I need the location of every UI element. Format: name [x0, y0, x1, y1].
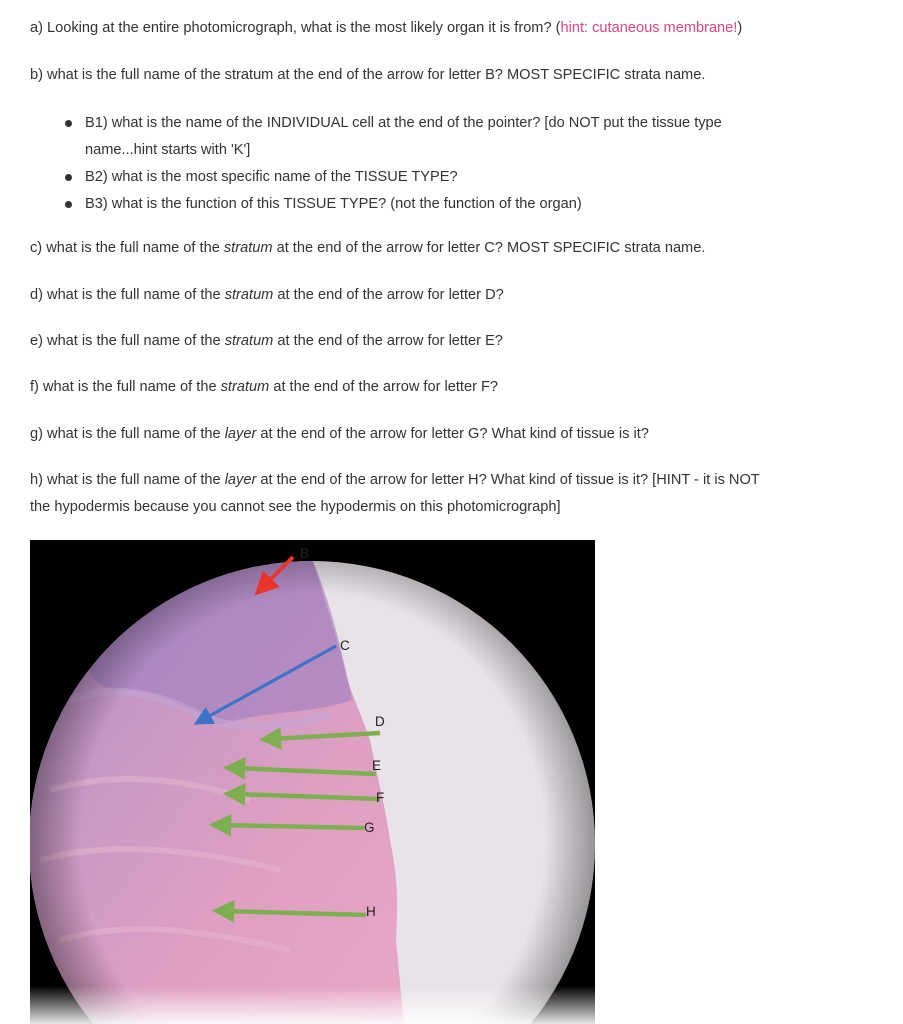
question-b1: B1) what is the name of the INDIVIDUAL cell at the end of the pointer? [do NOT put the tissue type	[56, 110, 722, 137]
label-e: E	[372, 758, 382, 773]
question-c: c) what is the full name of the stratum at the end of the arrow for letter C? MOST SPECIFIC strata name.	[30, 240, 706, 256]
question-a-hint: hint: cutaneous membrane!	[560, 20, 738, 36]
question-b-sublist	[56, 110, 722, 218]
label-d: D	[375, 714, 385, 729]
photomicrograph	[30, 540, 595, 1024]
question-b: b) what is the full name of the stratum at the end of the arrow for letter B? MOST SPECIFIC strata name.	[30, 67, 706, 83]
question-b3: B3) what is the function of this TISSUE TYPE? (not the function of the organ)	[56, 191, 722, 218]
label-c: C	[340, 638, 350, 653]
question-e: e) what is the full name of the stratum at the end of the arrow for letter E?	[30, 333, 503, 349]
arrow-g	[220, 825, 364, 828]
label-h: H	[366, 904, 376, 919]
question-b2: B2) what is the most specific name of the TISSUE TYPE?	[56, 164, 722, 191]
question-f: f) what is the full name of the stratum at the end of the arrow for letter F?	[30, 379, 499, 395]
question-g: g) what is the full name of the layer at the end of the arrow for letter G? What kind of tissue is it?	[30, 426, 649, 442]
label-f: F	[376, 790, 385, 805]
question-h-continued: the hypodermis because you cannot see the hypodermis on this photomicrograph]	[30, 499, 561, 515]
question-d: d) what is the full name of the stratum at the end of the arrow for letter D?	[30, 287, 504, 303]
label-g: G	[364, 820, 375, 835]
label-b: B	[300, 546, 310, 561]
question-a: a) Looking at the entire photomicrograph, what is the most likely organ it is from? (hint: cutaneous membrane!)	[30, 20, 743, 36]
question-h: h) what is the full name of the layer at the end of the arrow for letter H? What kind of tissue is it? [HINT - it is NOT	[30, 472, 760, 488]
question-b1-continued: name...hint starts with 'K']	[85, 142, 251, 158]
